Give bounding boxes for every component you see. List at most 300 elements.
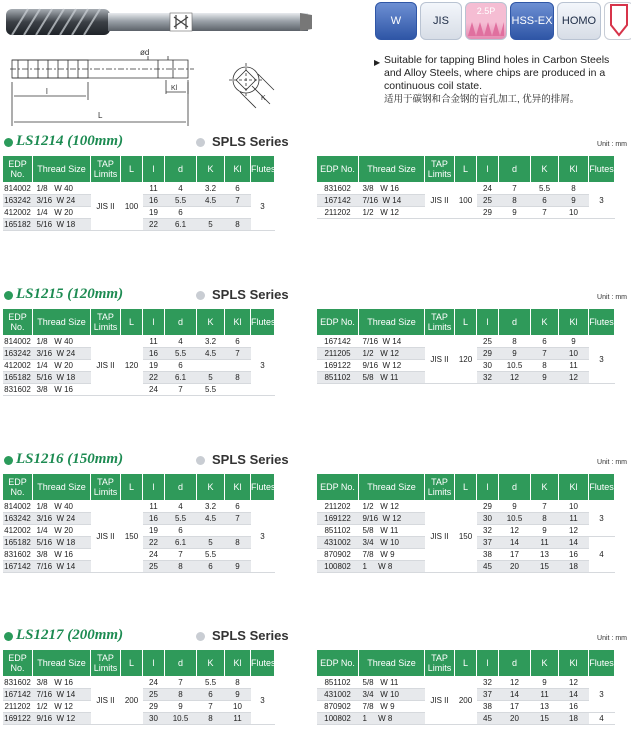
- square-size-cell: 5.5: [531, 183, 559, 195]
- thread-size-cell: 1/2 W 12: [33, 701, 91, 713]
- shank-diameter-cell: 8: [165, 561, 197, 573]
- thread-length-cell: 16: [143, 348, 165, 360]
- edp-cell: 169122: [317, 360, 359, 372]
- thread-size-cell: 7/16 W 14: [359, 336, 425, 348]
- dim-label-k: K: [261, 95, 266, 102]
- edp-cell: 851102: [317, 372, 359, 384]
- thread-size-cell: 7/16 W 14: [33, 689, 91, 701]
- col-header-l: L: [455, 156, 477, 183]
- overall-length-cell: 120: [121, 336, 143, 396]
- edp-cell: 163242: [4, 349, 31, 358]
- shank-diameter-cell: 7: [499, 183, 531, 195]
- edp-cell: 431002: [317, 689, 359, 701]
- shank-diameter-cell: 14: [499, 537, 531, 549]
- thread-length-cell: 25: [143, 561, 165, 573]
- spec-table-left: [2, 308, 275, 396]
- table-row: [317, 183, 615, 195]
- section-header: [0, 451, 631, 471]
- square-length-cell: 8: [225, 537, 251, 549]
- overall-length-cell: 200: [455, 677, 477, 725]
- thread-size-cell: 5/8 W 11: [359, 372, 425, 384]
- grey-dot-icon: [196, 291, 205, 300]
- col-header-l: L: [121, 650, 143, 677]
- col-header-l: l: [143, 309, 165, 336]
- spec-table-right: [316, 473, 615, 573]
- square-length-cell: 7: [225, 348, 251, 360]
- col-header-edp-no: EDP No.: [3, 650, 33, 677]
- header-row: [317, 650, 615, 677]
- col-header-tap-limits: TAP Limits: [425, 650, 455, 677]
- square-size-cell: 3.2: [197, 501, 225, 513]
- tap-limits-cell: JIS II: [91, 336, 121, 396]
- col-header-l: L: [455, 309, 477, 336]
- thread-size-cell: 5/8 W 11: [359, 677, 425, 689]
- square-length-cell: 7: [225, 513, 251, 525]
- edp-cell: 169122: [4, 714, 31, 723]
- spec-table-left: [2, 649, 275, 725]
- overall-length-cell: 150: [455, 501, 477, 573]
- shank-diameter-cell: 6: [165, 360, 197, 372]
- col-header-k: K: [197, 650, 225, 677]
- shank-diameter-cell: 10.5: [499, 360, 531, 372]
- shank-diameter-cell: 5.5: [165, 513, 197, 525]
- unit-label: Unit : mm: [597, 141, 627, 148]
- unit-label: Unit : mm: [597, 635, 627, 642]
- col-header-kl: Kl: [225, 309, 251, 336]
- square-length-cell: 11: [559, 360, 589, 372]
- thread-length-cell: 24: [143, 384, 165, 396]
- square-size-cell: 6: [197, 561, 225, 573]
- shank-diameter-cell: 8: [499, 195, 531, 207]
- square-length-cell: 10: [225, 701, 251, 713]
- thread-size-cell: 7/16 W 14: [359, 195, 425, 207]
- square-size-cell: 8: [197, 713, 225, 725]
- col-header-edp-no: EDP No.: [3, 309, 33, 336]
- flutes-cell: 3: [251, 183, 275, 231]
- square-size-cell: 6: [531, 195, 559, 207]
- square-size-cell: 8: [531, 360, 559, 372]
- thread-size-cell: 1/4 W 20: [33, 207, 91, 219]
- tap-limits-cell: JIS II: [425, 183, 455, 219]
- square-size-cell: 13: [531, 549, 559, 561]
- square-length-cell: 8: [225, 372, 251, 384]
- green-dot-icon: [4, 138, 13, 147]
- thread-length-cell: 45: [477, 713, 499, 725]
- col-header-k: K: [531, 474, 559, 501]
- edp-cell: 831602: [317, 183, 359, 195]
- col-header-edp-no: EDP No.: [317, 309, 359, 336]
- square-size-cell: 5.5: [197, 677, 225, 689]
- square-length-cell: 8: [559, 183, 589, 195]
- thread-size-cell: 3/8 W 16: [33, 677, 91, 689]
- square-length-cell: 9: [559, 195, 589, 207]
- thread-size-cell: 1/4 W 20: [33, 360, 91, 372]
- square-length-cell: 9: [559, 336, 589, 348]
- square-size-cell: 5.5: [197, 549, 225, 561]
- shank-diameter-cell: 9: [499, 348, 531, 360]
- square-length-cell: 12: [559, 525, 589, 537]
- col-header-thread-size: Thread Size: [359, 474, 425, 501]
- shank-diameter-cell: 9: [499, 207, 531, 219]
- flutes-cell: 3: [251, 336, 275, 396]
- thread-length-cell: 29: [143, 701, 165, 713]
- square-length-cell: 11: [225, 713, 251, 725]
- shank-diameter-cell: 6: [165, 525, 197, 537]
- col-header-d: d: [499, 474, 531, 501]
- col-header-tap-limits: TAP Limits: [425, 309, 455, 336]
- square-length-cell: 10: [559, 348, 589, 360]
- square-size-cell: 7: [197, 701, 225, 713]
- thread-length-cell: 37: [477, 537, 499, 549]
- col-header-l: l: [477, 474, 499, 501]
- thread-length-cell: 32: [477, 372, 499, 384]
- col-header-l: l: [477, 650, 499, 677]
- flutes-cell: 4: [589, 713, 615, 725]
- col-header-flutes: Flutes: [589, 309, 615, 336]
- col-header-k: K: [197, 474, 225, 501]
- tap-limits-cell: JIS II: [425, 501, 455, 573]
- square-size-cell: 5: [197, 537, 225, 549]
- header-row: [317, 309, 615, 336]
- thread-length-cell: 30: [143, 713, 165, 725]
- edp-cell: 163242: [4, 514, 31, 523]
- overall-length-cell: 100: [121, 183, 143, 231]
- shank-diameter-cell: 12: [499, 372, 531, 384]
- thread-size-cell: 1/2 W 12: [359, 501, 425, 513]
- thread-size-cell: 1/8 W 40: [33, 501, 91, 513]
- square-length-cell: [225, 360, 251, 372]
- square-size-cell: 6: [531, 336, 559, 348]
- col-header-thread-size: Thread Size: [33, 156, 91, 183]
- shank-diameter-cell: 12: [499, 525, 531, 537]
- col-header-flutes: Flutes: [589, 474, 615, 501]
- badge-coating: [557, 2, 601, 40]
- square-size-cell: [197, 525, 225, 537]
- edp-cell: 169122: [317, 513, 359, 525]
- shank-diameter-cell: 9: [499, 501, 531, 513]
- header-row: [3, 474, 275, 501]
- thread-size-cell: 3/4 W 10: [359, 689, 425, 701]
- col-header-thread-size: Thread Size: [359, 156, 425, 183]
- thread-length-cell: 25: [143, 689, 165, 701]
- spec-table-left: [2, 473, 275, 573]
- col-header-flutes: Flutes: [589, 156, 615, 183]
- shank-diameter-cell: 6.1: [165, 219, 197, 231]
- thread-size-cell: 5/8 W 11: [359, 525, 425, 537]
- edp-cell: 165182: [4, 538, 31, 547]
- thread-size-cell: 1/2 W 12: [359, 207, 425, 219]
- square-size-cell: 4.5: [197, 513, 225, 525]
- thread-length-cell: 37: [477, 689, 499, 701]
- square-length-cell: 6: [225, 336, 251, 348]
- col-header-kl: Kl: [559, 474, 589, 501]
- col-header-flutes: Flutes: [589, 650, 615, 677]
- square-length-cell: 9: [225, 689, 251, 701]
- square-size-cell: 11: [531, 537, 559, 549]
- grey-dot-icon: [196, 138, 205, 147]
- flutes-cell: 3: [589, 501, 615, 537]
- thread-length-cell: 29: [477, 501, 499, 513]
- dim-label-d: ød: [140, 48, 150, 57]
- unit-label: Unit : mm: [597, 459, 627, 466]
- section-header: [0, 627, 631, 647]
- square-size-cell: 7: [531, 348, 559, 360]
- green-dot-icon: [4, 291, 13, 300]
- tap-limits-cell: JIS II: [425, 336, 455, 384]
- edp-cell: 100802: [317, 713, 359, 725]
- square-length-cell: 7: [225, 195, 251, 207]
- col-header-l: L: [455, 474, 477, 501]
- thread-length-cell: 24: [477, 183, 499, 195]
- edp-cell: 100802: [317, 561, 359, 573]
- grey-dot-icon: [196, 456, 205, 465]
- tap-limits-cell: JIS II: [91, 183, 121, 231]
- thread-size-cell: 1 W 8: [359, 713, 425, 725]
- dim-label-kl: Kl: [171, 85, 178, 92]
- col-header-edp-no: EDP No.: [3, 156, 33, 183]
- thread-size-cell: 3/8 W 16: [359, 183, 425, 195]
- thread-length-cell: 16: [143, 513, 165, 525]
- square-size-cell: 5.5: [197, 384, 225, 396]
- col-header-l: l: [477, 309, 499, 336]
- thread-length-cell: 19: [143, 360, 165, 372]
- table-row: [317, 336, 615, 348]
- square-length-cell: [225, 384, 251, 396]
- edp-cell: 165182: [4, 220, 31, 229]
- badge-jis-label: JIS: [433, 15, 449, 27]
- edp-cell: 831602: [4, 385, 31, 394]
- square-length-cell: 11: [559, 513, 589, 525]
- square-size-cell: 9: [531, 372, 559, 384]
- shank-diameter-cell: 7: [165, 549, 197, 561]
- col-header-d: d: [165, 650, 197, 677]
- shank-diameter-cell: 14: [499, 689, 531, 701]
- thread-length-cell: 25: [477, 336, 499, 348]
- badge-material: [510, 2, 554, 40]
- model-title: LS1215 (120mm): [16, 286, 124, 302]
- table-row: [3, 677, 275, 689]
- thread-size-cell: 3/8 W 16: [33, 549, 91, 561]
- thread-length-cell: 11: [143, 501, 165, 513]
- shank-diameter-cell: 9: [165, 701, 197, 713]
- square-size-cell: 11: [531, 689, 559, 701]
- edp-cell: 412002: [4, 361, 31, 370]
- square-length-cell: 6: [225, 183, 251, 195]
- col-header-tap-limits: TAP Limits: [91, 474, 121, 501]
- col-header-l: l: [143, 650, 165, 677]
- badge-jis: [420, 2, 462, 40]
- series-title: SPLS Series: [212, 628, 289, 643]
- thread-length-cell: 30: [477, 513, 499, 525]
- table-row: [3, 183, 275, 195]
- edp-cell: 211202: [4, 702, 31, 711]
- edp-cell: 167142: [4, 562, 31, 571]
- thread-size-cell: 9/16 W 12: [359, 360, 425, 372]
- square-size-cell: 8: [531, 513, 559, 525]
- col-header-d: d: [165, 156, 197, 183]
- series-title: SPLS Series: [212, 287, 289, 302]
- col-header-l: l: [143, 474, 165, 501]
- shank-diameter-cell: 20: [499, 561, 531, 573]
- square-size-cell: 9: [531, 677, 559, 689]
- flutes-cell: 3: [589, 677, 615, 713]
- shank-diameter-cell: 6.1: [165, 372, 197, 384]
- col-header-tap-limits: TAP Limits: [425, 156, 455, 183]
- square-length-cell: 8: [225, 219, 251, 231]
- edp-cell: 211202: [317, 207, 359, 219]
- shank-diameter-cell: 5.5: [165, 195, 197, 207]
- square-length-cell: 14: [559, 689, 589, 701]
- tap-limits-cell: JIS II: [91, 501, 121, 573]
- square-length-cell: [225, 549, 251, 561]
- col-header-k: K: [531, 156, 559, 183]
- col-header-edp-no: EDP No.: [317, 156, 359, 183]
- col-header-tap-limits: TAP Limits: [91, 650, 121, 677]
- col-header-k: K: [197, 309, 225, 336]
- dim-label-l: l: [46, 87, 48, 96]
- unit-label: Unit : mm: [597, 294, 627, 301]
- col-header-kl: Kl: [559, 156, 589, 183]
- edp-cell: 167142: [4, 690, 31, 699]
- col-header-l: L: [455, 650, 477, 677]
- thread-size-cell: 5/16 W 18: [33, 372, 91, 384]
- shank-diameter-cell: 17: [499, 701, 531, 713]
- thread-size-cell: 3/16 W 24: [33, 513, 91, 525]
- thread-teeth-icon: [468, 20, 504, 36]
- thread-length-cell: 24: [143, 677, 165, 689]
- thread-length-cell: 16: [143, 195, 165, 207]
- thread-length-cell: 29: [477, 207, 499, 219]
- edp-cell: 814002: [4, 184, 31, 193]
- badge-w: [375, 2, 417, 40]
- thread-size-cell: 7/8 W 9: [359, 701, 425, 713]
- thread-size-cell: 5/16 W 18: [33, 537, 91, 549]
- square-length-cell: 18: [559, 713, 589, 725]
- col-header-d: d: [499, 650, 531, 677]
- shank-diameter-cell: 6: [165, 207, 197, 219]
- flutes-cell: 4: [589, 537, 615, 573]
- edp-cell: 814002: [4, 502, 31, 511]
- table-row: [317, 677, 615, 689]
- edp-cell: 814002: [4, 337, 31, 346]
- overall-length-cell: 200: [121, 677, 143, 725]
- thread-size-cell: 9/16 W 12: [359, 513, 425, 525]
- col-header-d: d: [499, 156, 531, 183]
- square-length-cell: 12: [559, 372, 589, 384]
- thread-size-cell: 7/8 W 9: [359, 549, 425, 561]
- thread-size-cell: 3/4 W 10: [359, 537, 425, 549]
- shank-diameter-cell: 8: [165, 689, 197, 701]
- tap-illustration: [0, 0, 320, 44]
- spec-table-right: [316, 649, 615, 725]
- spec-table-right: [316, 155, 615, 219]
- col-header-tap-limits: TAP Limits: [91, 309, 121, 336]
- shank-diameter-cell: 12: [499, 677, 531, 689]
- thread-size-cell: 1 W 8: [359, 561, 425, 573]
- edp-cell: 163242: [4, 196, 31, 205]
- thread-length-cell: 11: [143, 336, 165, 348]
- shank-diameter-cell: 4: [165, 501, 197, 513]
- edp-cell: 431002: [317, 537, 359, 549]
- thread-size-cell: 3/8 W 16: [33, 384, 91, 396]
- edp-cell: 211205: [317, 348, 359, 360]
- series-title: SPLS Series: [212, 134, 289, 149]
- tap-limits-cell: JIS II: [91, 677, 121, 725]
- shank-diameter-cell: 6.1: [165, 537, 197, 549]
- tip-shape-icon: [604, 2, 631, 40]
- thread-size-cell: 1/8 W 40: [33, 183, 91, 195]
- table-row: [3, 336, 275, 348]
- col-header-flutes: Flutes: [251, 474, 275, 501]
- col-header-thread-size: Thread Size: [359, 650, 425, 677]
- thread-length-cell: 11: [143, 183, 165, 195]
- square-size-cell: 3.2: [197, 183, 225, 195]
- col-header-edp-no: EDP No.: [317, 474, 359, 501]
- section-header: [0, 133, 631, 153]
- square-size-cell: [197, 360, 225, 372]
- col-header-l: L: [121, 156, 143, 183]
- edp-cell: 870902: [317, 549, 359, 561]
- square-length-cell: 9: [225, 561, 251, 573]
- green-dot-icon: [4, 632, 13, 641]
- spec-table-left: [2, 155, 275, 231]
- shank-diameter-cell: 10.5: [499, 513, 531, 525]
- col-header-tap-limits: TAP Limits: [425, 474, 455, 501]
- header-row: [317, 156, 615, 183]
- thread-size-cell: 7/16 W 14: [33, 561, 91, 573]
- header-row: [3, 650, 275, 677]
- header-row: [317, 474, 615, 501]
- thread-length-cell: 22: [143, 372, 165, 384]
- col-header-l: l: [143, 156, 165, 183]
- thread-size-cell: 3/16 W 24: [33, 348, 91, 360]
- col-header-l: L: [121, 474, 143, 501]
- dim-label-L: L: [98, 111, 103, 120]
- col-header-thread-size: Thread Size: [33, 474, 91, 501]
- section-header: [0, 286, 631, 306]
- edp-cell: 165182: [4, 373, 31, 382]
- thread-length-cell: 38: [477, 701, 499, 713]
- edp-cell: 167142: [317, 195, 359, 207]
- square-size-cell: 7: [531, 207, 559, 219]
- col-header-thread-size: Thread Size: [359, 309, 425, 336]
- square-length-cell: 10: [559, 207, 589, 219]
- description-en: Suitable for tapping Blind holes in Carbon Steels and Alloy Steels, where chips are produced in a continuous coil state.: [384, 54, 610, 92]
- edp-cell: 211202: [317, 501, 359, 513]
- spec-table-right: [316, 308, 615, 384]
- badge-pitch-label: 2.5P: [476, 6, 496, 16]
- thread-length-cell: 22: [143, 219, 165, 231]
- edp-cell: 870902: [317, 701, 359, 713]
- thread-size-cell: 1/2 W 12: [359, 348, 425, 360]
- square-length-cell: 16: [559, 549, 589, 561]
- table-row: [3, 501, 275, 513]
- col-header-d: d: [165, 474, 197, 501]
- col-header-edp-no: EDP No.: [3, 474, 33, 501]
- shank-diameter-cell: 8: [499, 336, 531, 348]
- square-size-cell: 13: [531, 701, 559, 713]
- square-size-cell: 4.5: [197, 348, 225, 360]
- edp-cell: 851102: [317, 677, 359, 689]
- col-header-kl: Kl: [225, 650, 251, 677]
- bullet-arrow-icon: ▶: [374, 58, 381, 67]
- square-length-cell: [225, 525, 251, 537]
- thread-size-cell: 9/16 W 12: [33, 713, 91, 725]
- col-header-k: K: [531, 650, 559, 677]
- thread-length-cell: 29: [477, 348, 499, 360]
- thread-size-cell: 5/16 W 18: [33, 219, 91, 231]
- flutes-cell: 3: [251, 501, 275, 573]
